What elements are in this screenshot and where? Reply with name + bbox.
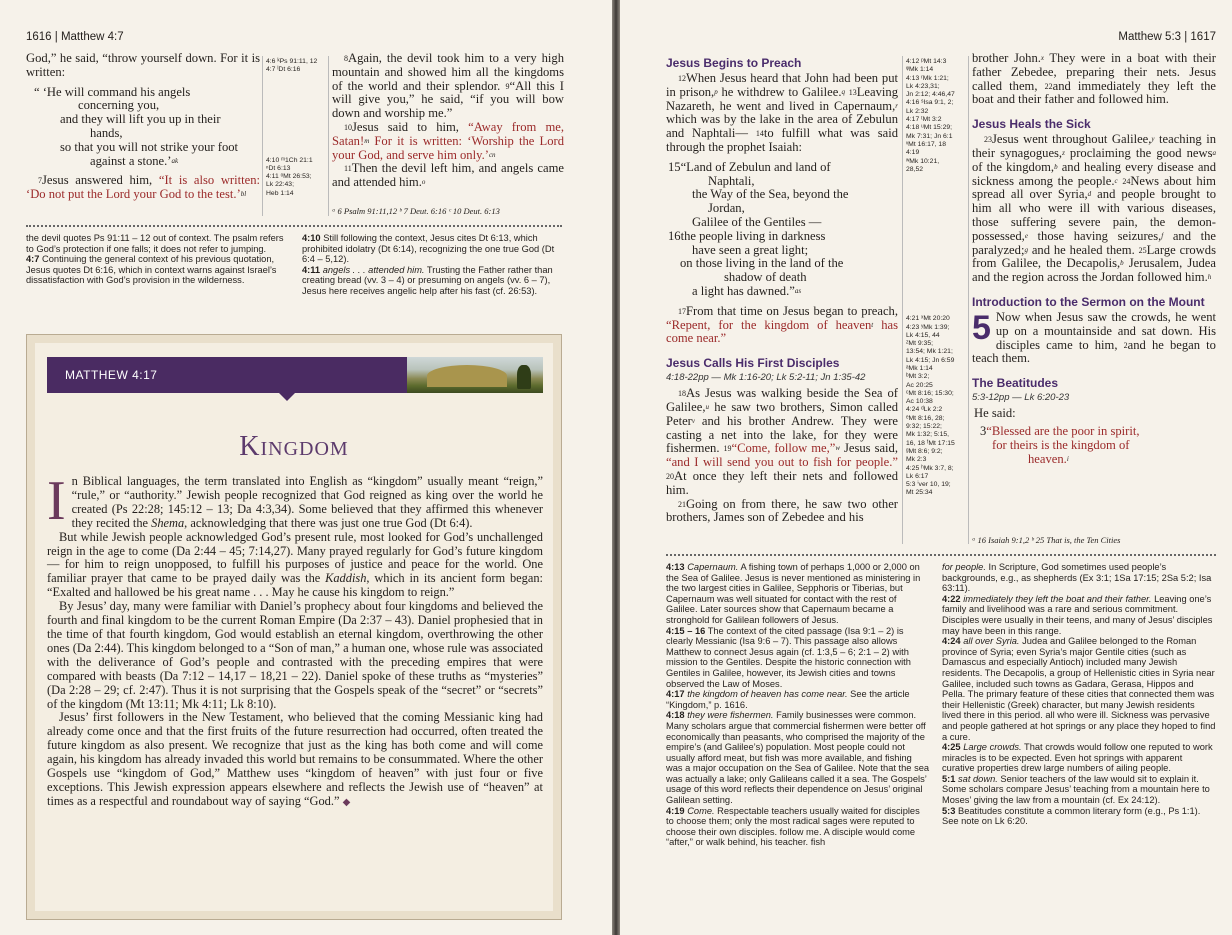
cross-reference-line: Lk 4:15; Jn 6:59: [906, 356, 955, 364]
cross-reference-line: 4:24 ᵈLk 2:2: [906, 406, 943, 414]
cross-reference-line: 4:18 ᵘMt 15:29;: [906, 124, 953, 132]
section-heading: Jesus Begins to Preach: [666, 56, 802, 70]
cross-reference-line: Ac 10:38: [906, 398, 933, 406]
study-note: 4:18 they were fishermen. Family businesses were common. Many scholars argue that commercial fishermen were better off economically than peasants, who comprised the majority of the empire’s (and Galilee’s) population. Most people could not usually afford meat, but fish was more available, and fishing was a major occupation on the Sea of Galilee. Note that the sea was actually a lake; only Galileans called it a sea. The Gospels’ usage of this word reflects their dependence on Jesus’ original Galilean setting.: [666, 710, 930, 806]
study-note: 4:25 Large crowds. That crowds would follow one reputed to work miracles is to be expected. Even hot springs with apparent curative properties drew large numbers of ailing people.: [942, 742, 1213, 774]
cross-reference-line: 5:3 ⁱver 10, 19;: [906, 481, 951, 489]
beatitude-1: 3“Blessed are the poor in spirit, for theirs is the kingdom of heaven.$^i$: [980, 423, 1140, 466]
cross-reference-line: [906, 265, 968, 273]
cross-reference-line: [906, 282, 968, 290]
study-notes-right-col: [302, 233, 564, 297]
cross-reference-line: [906, 182, 968, 190]
study-note: 4:7 Continuing the general context of his previous quotation, Jesus quotes Dt 6:16, which in context warns against Israel’s dissatisfaction with God’s provision in the wilderness.: [26, 254, 277, 286]
right-page: [620, 0, 1232, 935]
cross-reference-line: Mt 25:34: [906, 489, 933, 497]
poem-line: concerning you,: [78, 98, 160, 113]
column-rule: [328, 56, 329, 216]
cross-reference-line: ʷMk 10:21,: [906, 157, 940, 165]
verse-21: $^{21}$Going on from there, he saw two other brothers, James son of Zebedee and his: [666, 496, 898, 525]
cross-reference-line: 28,52: [906, 165, 924, 173]
cross-references-left: 4:6 ᵏPs 91:11, 12 4:7 ˡDt 6:16 4:10 ᵐ1Ch 21:1 ⁿDt 6:13 4:11 ᵒMt 26:53; Lk 22:43; Heb 1:14: [266, 58, 318, 197]
poem-line: “ ‘He will command his angels: [34, 84, 191, 99]
cross-reference-line: ᵇMt 3:2;: [906, 373, 930, 381]
cross-reference-line: [906, 257, 968, 265]
poem-line: the Way of the Sea, beyond the: [692, 187, 849, 202]
right-col-2: [972, 52, 1216, 466]
verse-8: $^8$Again, the devil took him to a very high mountain and showed him all the kingdoms of the world and their splendor. $^9$“All this I will give you,” he said, “if you will bow down and worship me.”: [332, 51, 564, 121]
study-note: the devil quotes Ps 91:11 – 12 out of context. The psalm refers to God’s protection if one falls; it does not refer to jumping.: [26, 233, 284, 254]
article-paragraph: But while Jewish people acknowledged God’s present rule, most looked for God’s unchallenged reign in the age to come (Da 2:44 – 45; 7:14,27). Many prayed regularly for God’s future kingdom — for him to reign unopposed, to fulfill his purposes of justice and peace for the world. One familiar prayer that came to be prayed daily was the Kaddish, which in its ancient form began: “Exalted and hallowed be his great name . . . May he cause his kingdom to reign.”: [47, 529, 543, 600]
landscape-photo: [407, 357, 543, 393]
study-note: 4:15 – 16 The context of the cited passage (Isa 9:1 – 2) is clearly Messianic (Isa 9:6 – 7). This passage also allows Matthew to connect Jesus again (cf. 1:3,5 – 6; 2:1 – 2) with mission to the Gentiles. Despite the historic connection with Gentiles in Galilee, however, its Jewish cities and towns observed the Law of Moses.: [666, 625, 911, 689]
study-note: 4:10 Still following the context, Jesus cites Dt 6:13, which prohibited idolatry (Dt 6:14), recognizing the one true God (Dt 6:4 – 5,12).: [302, 233, 555, 265]
cross-reference-line: [906, 290, 968, 298]
poem-line: and they will lift you up in their: [60, 112, 221, 127]
article-body: [47, 470, 543, 810]
cross-reference-line: [906, 274, 968, 282]
cross-reference-line: [906, 191, 968, 199]
cross-reference-line: Mk 2:3: [906, 456, 927, 464]
chapter-5-verse-1: 5 Now when Jesus saw the crowds, he went up on a mountainside and sat down. His disciples came to him, $^2$and he began to teach them.: [972, 308, 1216, 366]
poem-line: shadow of death: [724, 270, 807, 285]
banner-pointer-icon: [279, 393, 295, 401]
cross-reference-line: Jn 2:12; 4:46,47: [906, 91, 955, 99]
poem-line: 16the people living in darkness: [668, 228, 826, 243]
cross-reference-line: 4:17 ᵗMt 3:2: [906, 116, 942, 124]
cross-reference-line: Lk 6:17: [906, 472, 929, 480]
verse-18: $^{18}$As Jesus was walking beside the Sea of Galilee,$^u$ he saw two brothers, Simon called Peter$^v$ and his brother Andrew. They were casting a net into the lake, for they were fishermen. $^{19}$“Come, follow me,”$^w$ Jesus said, “and I will send you out to fish for people.” $^{20}$At once they left their nets and followed him.: [666, 386, 899, 497]
drop-cap: I: [47, 470, 66, 532]
kingdom-article: [26, 334, 562, 920]
cross-reference-line: 4:19: [906, 149, 920, 157]
poem-line: a light has dawned.”$^{as}$: [692, 283, 802, 298]
study-note: 4:24 all over Syria. Judea and Galilee belonged to the Roman province of Syria; even Syria’s major Gentile cities (such as Damascus and especially Antioch) included many Jewish residents. The Decapolis, a group of Hellenistic cities in Syria near Galilee, included such towns as Gadara, Gerasa, Hippos and Pella. The primary feature of these cities that connected them was their Hellenistic (Greek) character, but many Jewish residents lived there in this period. all who were ill. Sickness was pervasive and people gathered at hot springs or any place they hoped to find a cure.: [942, 636, 1216, 742]
left-page: [0, 0, 612, 935]
poem-line: hands,: [90, 125, 123, 140]
cross-reference-line: [906, 216, 968, 224]
poem-line: against a stone.’$^{ak}$: [90, 153, 179, 168]
cross-reference-line: ᵛMt 16:17, 18: [906, 140, 946, 148]
cross-reference-line: 9:32; 15:22;: [906, 423, 942, 431]
cross-reference-line: ᵍMt 8:6; 9:2;: [906, 447, 943, 455]
cross-references-right: [906, 58, 968, 498]
end-mark-icon: ◆: [342, 796, 351, 808]
verse-7: $^7$Jesus answered him, “It is also written: ‘Do not put the Lord your God to the test.’$^{bl}$: [26, 173, 260, 202]
verse-6-end: God,” he said, “throw yourself down. For it is written:: [26, 51, 260, 79]
article-banner: [47, 357, 543, 393]
quote-isaiah-9: [668, 161, 898, 299]
poem-line: Jordan,: [708, 201, 745, 216]
cross-reference-line: Ac 20:25: [906, 381, 933, 389]
verse-10: $^{10}$Jesus said to him, “Away from me, Satan!$^m$ For it is written: ‘Worship the Lord your God, and serve him only.’$^{cn}$: [332, 119, 564, 162]
cross-reference-line: [906, 241, 968, 249]
cross-reference-line: ᵠMk 1:14: [906, 66, 934, 74]
study-note: 4:13 Capernaum. A fishing town of perhaps 1,000 or 2,000 on the Sea of Galilee. Jesus is never mentioned as ministering in the two largest cities in Galilee, Sepphoris or Tiberias, but Capernaum was well situated for contact with the rest of Galilee. Later sources show that Capernaum became a stronghold for Galilean followers of Jesus.: [666, 562, 921, 625]
poem-line: have seen a great light;: [692, 242, 809, 257]
quote-psalm-91: [34, 86, 260, 169]
study-note: 4:22 immediately they left the boat and their father. Leaving one’s family and livelihood was a rare and serious commitment. Disciples were usually in their teens, and many of Jesus’ disciples may have been in this range.: [942, 593, 1213, 636]
study-note: 4:19 Come. Respectable teachers usually waited for disciples to choose them; only the most radical sages were reputed to choose their own disciples. follow me. A disciple would come “after,” or walk behind, his teacher. fish: [666, 805, 920, 848]
section-heading: Jesus Calls His First Disciples: [666, 356, 840, 371]
study-note: 4:11 angels . . . attended him. Trusting the Father rather than creating bread (vv. 3 – 4) or presuming on angels (vv. 6 – 7), Jesus here receives angelic help after his fast (cf. 26:53).: [302, 264, 553, 296]
left-col-1: [26, 52, 260, 202]
cross-reference-line: [906, 174, 968, 182]
cross-reference-line: [906, 249, 968, 257]
footnotes-right: ᵃ 16 Isaiah 9:1,2 ᵇ 25 That is, the Ten Cities: [972, 535, 1121, 545]
running-head-right: Matthew 5:3 | 1617: [1118, 31, 1216, 43]
cross-reference-line: 4:13 ʳMk 1:21;: [906, 74, 949, 82]
cross-reference-line: ᶻMt 9:35;: [906, 340, 933, 348]
verse-11: $^{11}$Then the devil left him, and angels came and attended him.$^o$: [332, 161, 564, 190]
study-notes-left-col: [666, 562, 930, 848]
cross-reference-line: Mk 7:31; Jn 6:1: [906, 132, 953, 140]
article-title: Kingdom: [239, 431, 349, 462]
cross-reference-line: Lk 4:15, 44: [906, 331, 940, 339]
verse-17: $^{17}$From that time on Jesus began to preach, “Repent, for the kingdom of heaven$^t$ has come near.”: [666, 303, 898, 346]
poem-line: 15“Land of Zebulun and land of: [668, 159, 831, 174]
cross-reference-line: 4:16 ˢIsa 9:1, 2;: [906, 99, 954, 107]
study-note: 4:17 the kingdom of heaven has come near. See the article “Kingdom,” p. 1616.: [666, 689, 910, 710]
book-gutter: [612, 0, 620, 935]
cross-reference-line: 4:21 ˣMt 20:20: [906, 315, 950, 323]
cross-reference-line: [906, 224, 968, 232]
poem-line: Galilee of the Gentiles —: [692, 214, 822, 229]
cross-reference-line: Lk 4:23,31;: [906, 82, 940, 90]
cross-reference-line: [906, 207, 968, 215]
footnotes-left: ᵃ 6 Psalm 91:11,12 ᵇ 7 Deut. 6:16 ᶜ 10 Deut. 6:13: [332, 206, 500, 216]
left-col-2: [332, 52, 564, 190]
article-paragraph: By Jesus’ day, many were familiar with Daniel’s prophecy about four kingdoms and believed the fourth and final kingdom to be the current Roman Empire (Da 2:37 – 43). Daniel prophesied that in the time of that fourth kingdom, God would establish an eternal kingdom, overthrowing the other ones (Da 2:44). This kingdom belonged to a “Son of man,” a human one, whose rule was associated with the deliverance of God’s people and contrasted with the preceding empires that were compared with beasts (Da 7:12 – 14,17 – 18,21 – 22). Daniel spoke of these truths as “mysteries” (Da 2:28 – 29; cf. 2:47). Thus it is not surprising that the Gospels speak of the “secret” or “secrets” of the kingdom (Mt 13:11; Mk 4:11; Lk 8:10).: [47, 599, 543, 711]
cross-reference-line: ᵃMk 1:14: [906, 364, 933, 372]
section-heading: Jesus Heals the Sick: [972, 117, 1091, 132]
verse-23: $^{23}$Jesus went throughout Galilee,$^y$ teaching in their synagogues,$^z$ proclaiming the good news$^a$ of the kingdom,$^b$ and healing every disease and sickness among the people.$^c$ $^{24}$News about him spread all over Syria,$^d$ and people brought to him all who were ill with various diseases, those suffering severe pain, the demon-possessed,$^e$ those having seizures,$^f$ and the paralyzed;$^g$ and he healed them. $^{25}$Large crowds from Galilee, the Decapolis,$^b$ Jerusalem, Judea and the region across the Jordan followed him.$^h$: [972, 132, 1217, 285]
cross-reference-line: 4:12 ᵖMt 14:3: [906, 58, 947, 65]
cross-reference-line: [906, 199, 968, 207]
column-rule: [902, 56, 903, 544]
cross-reference-line: [906, 307, 968, 315]
right-col-1: [666, 52, 898, 525]
study-note: for people. In Scripture, God sometimes used people’s backgrounds, e.g., as shepherds (Ex 3:1; 1Sa 17:15; 2Sa 5:2; Isa 63:11).: [942, 562, 1212, 594]
article-reference: MATTHEW 4:17: [65, 368, 158, 382]
study-note: 5:1 sat down. Senior teachers of the law would sit to explain it. Some scholars compare Jesus’ teaching from a mountain here to Moses’ giving the law from a mountain (cf. Ex 24:12).: [942, 773, 1210, 806]
verse-21-end: brother John.$^x$ They were in a boat with their father Zebedee, preparing their nets. Jesus called them, $^{22}$and immediately they left the boat and their father and followed him.: [972, 51, 1216, 107]
notes-divider: [666, 554, 1216, 556]
cross-reference-line: Mk 1:32; 5:15,: [906, 431, 950, 439]
cross-reference-line: 13:54; Mk 1:21;: [906, 348, 953, 356]
cross-reference-line: 16, 18 ᶠMt 17:15: [906, 439, 955, 447]
poem-line: on those living in the land of the: [680, 256, 844, 271]
study-notes-left-col: [26, 233, 288, 286]
cross-reference-line: ᶜMt 8:16; 15:30;: [906, 389, 954, 397]
chapter-number: 5: [972, 308, 991, 347]
study-notes-right-col: [942, 562, 1216, 827]
cross-reference-line: 4:25 ʰMk 3:7, 8;: [906, 464, 954, 472]
section-heading: The Beatitudes: [972, 376, 1059, 391]
cross-reference-line: 4:23 ʸMk 1:39;: [906, 323, 950, 331]
he-said: He said:: [974, 406, 1016, 421]
notes-divider: [26, 225, 562, 227]
cross-reference-line: [906, 299, 968, 307]
column-rule: [262, 56, 263, 216]
poem-line: so that you will not strike your foot: [60, 139, 239, 154]
verse-12: $^{12}$When Jesus heard that John had been put in prison,$^p$ he withdrew to Galilee.$^q$ $^{13}$Leaving Nazareth, he went and lived in Capernaum,$^r$ which was by the lake in the area of Zebulun and Naphtali— $^{14}$to fulfill what was said through the prophet Isaiah:: [666, 71, 898, 154]
cross-reference-line: ᵉMt 8:16, 28;: [906, 414, 945, 422]
cross-reference-line: [906, 232, 968, 240]
cross-reference-line: Lk 2:32: [906, 107, 929, 115]
article-paragraph: Jesus’ first followers in the New Testament, who believed that the coming Messianic king had already come once and that the first fruits of the future resurrection had occurred, often treated the future kingdom as also present. We recognize that just as the king has both come and will come again, his kingdom has already invaded this world but remains to be consummated. Where the other Gospels use “kingdom of God,” Matthew uses “kingdom of heaven” with just four or five exceptions. This Jewish expression appears elsewhere and reflects the Jewish use of “heaven” at times as a respectful and roundabout way of saying “God.” ◆: [47, 710, 543, 808]
study-note: 5:3 Beatitudes constitute a common literary form (e.g., Ps 1:1). See note on Lk 6:20.: [942, 805, 1201, 827]
running-head-left: 1616 | Matthew 4:7: [26, 31, 124, 43]
section-heading: Introduction to the Sermon on the Mount: [972, 294, 1205, 309]
parallel-passages: 4:18-22pp — Mk 1:16-20; Lk 5:2-11; Jn 1:35-42: [666, 372, 866, 384]
poem-line: Naphtali,: [708, 173, 755, 188]
column-rule: [968, 56, 969, 544]
parallel-passages: 5:3-12pp — Lk 6:20-23: [972, 392, 1070, 404]
article-paragraph: In Biblical languages, the term translated into English as “kingdom” usually meant “reign,” “rule,” or “authority.” Jewish people recognized that God reigned as king over the world he created (Ps 22:28; 145:12 – 13; Da 4:3,34). Some believed that they affirmed this whenever they recited the Shema, acknowledging that there was just one true God (Dt 6:4).: [47, 470, 543, 532]
